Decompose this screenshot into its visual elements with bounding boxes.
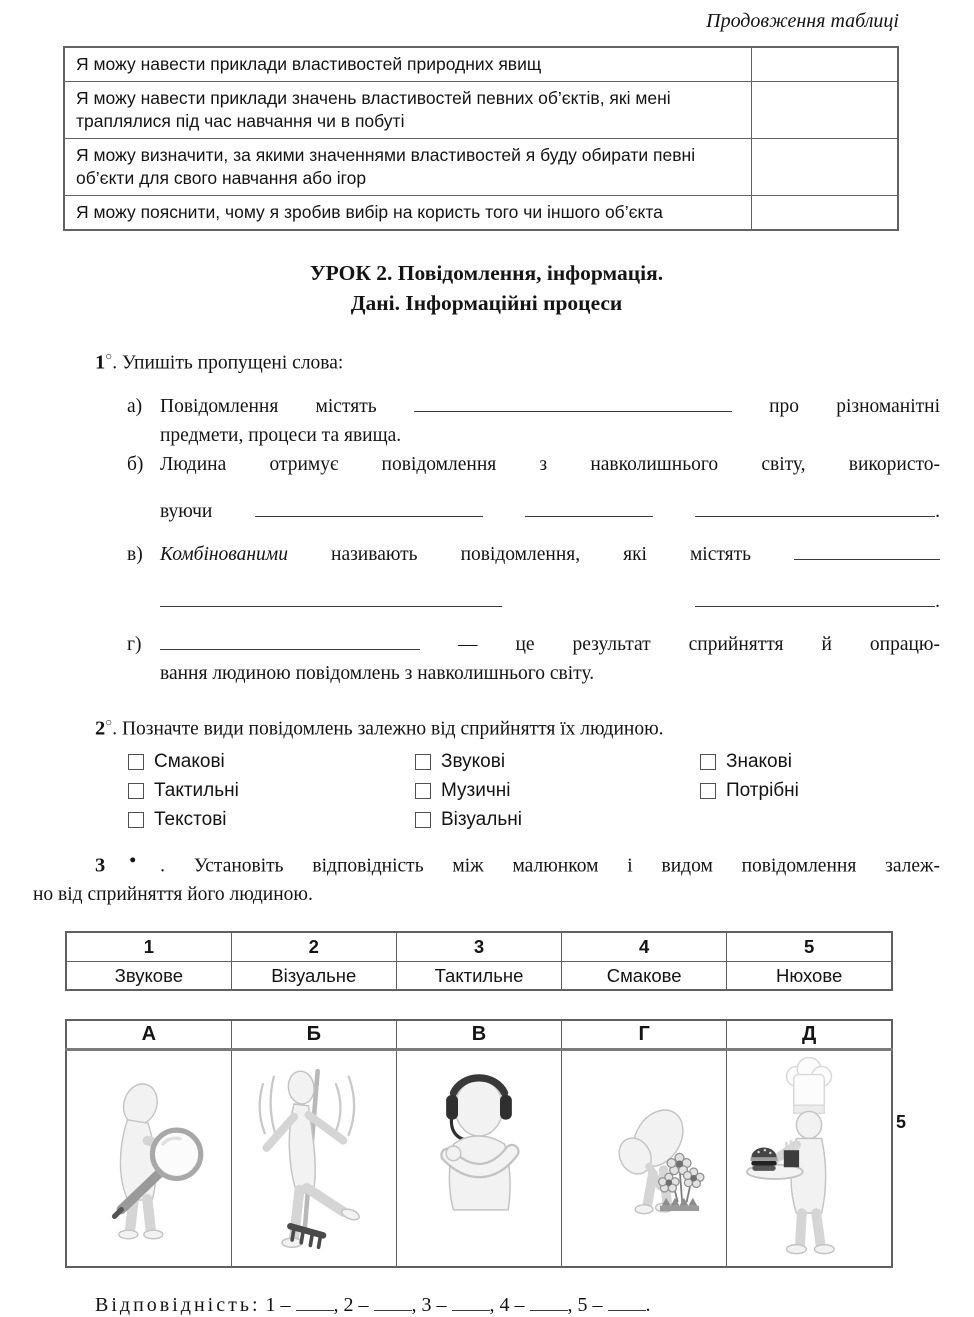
task2-number: 2 — [95, 717, 106, 740]
punctuation: , — [333, 1294, 339, 1317]
dash: – — [436, 1294, 447, 1317]
checkbox-label: Потрібні — [726, 780, 799, 802]
table-row — [64, 82, 898, 139]
checkbox-znakovi[interactable] — [700, 754, 716, 770]
type-name-cell: Тактильне — [396, 962, 561, 990]
table-header-row — [66, 1020, 892, 1050]
task3-heading-line1 — [95, 847, 940, 881]
fill-blank[interactable] — [525, 502, 653, 517]
table-row — [64, 47, 898, 82]
checkbox-vizualni[interactable] — [415, 812, 431, 828]
table-row — [66, 1050, 892, 1268]
item-text-italic: Комбінованими — [160, 543, 289, 565]
self-check-statement: Я можу визначити, за якими значеннями властивостей я буду обирати певні об’єкти для свого навчання або ігор — [64, 139, 751, 196]
difficulty-easy-icon: ○ — [105, 716, 113, 729]
task1-item-b — [127, 450, 940, 526]
task1-item-g-line1 — [127, 630, 940, 659]
task1-item-v — [127, 540, 940, 616]
picture-letter-cell: Г — [562, 1020, 727, 1050]
checkbox-label: Звукові — [441, 751, 506, 773]
lesson-heading — [33, 258, 940, 318]
checkbox-option — [128, 751, 415, 773]
fill-blank[interactable] — [695, 592, 935, 607]
punctuation: . — [935, 590, 940, 612]
answer-prefix: Відповідність: — [95, 1294, 261, 1317]
checkbox-taktylni[interactable] — [128, 783, 144, 799]
self-check-answer-cell[interactable] — [751, 195, 898, 230]
task3-heading-line2: но від сприйняття його людиною. — [33, 883, 313, 905]
task3-title: Установіть відповідність між малюнком і видом повідомлення залеж- — [193, 855, 941, 877]
task1-item-b-line2 — [160, 497, 940, 526]
checkbox-column-2 — [415, 751, 700, 831]
table-header-row — [66, 932, 892, 962]
picture-letter-cell: А — [66, 1020, 231, 1050]
task1-item-v-line1 — [127, 540, 940, 569]
checkbox-option — [700, 751, 799, 773]
task1-item-g-line2: вання людиною повідомлень з навколишнього світу. — [160, 662, 595, 684]
fill-blank[interactable] — [414, 397, 732, 412]
table-row — [64, 139, 898, 196]
page-number: 5 — [895, 1112, 906, 1132]
picture-cell — [66, 1050, 231, 1268]
task1-item-a — [127, 392, 940, 450]
item-label: б) — [127, 453, 144, 475]
message-types-table — [65, 931, 893, 991]
type-name-cell: Смакове — [562, 962, 727, 990]
item-label: г) — [127, 633, 142, 655]
checkbox-label: Смакові — [154, 751, 225, 773]
checkbox-label: Знакові — [726, 751, 792, 773]
fill-blank[interactable] — [255, 502, 483, 517]
item-label: в) — [127, 543, 143, 565]
picture-letter-cell: Д — [727, 1020, 892, 1050]
checkbox-column-3 — [700, 751, 799, 831]
checkbox-smakovi[interactable] — [128, 754, 144, 770]
task1-item-a-line1 — [127, 392, 941, 421]
answer-line — [95, 1294, 940, 1317]
checkbox-label: Текстові — [154, 809, 227, 831]
self-check-table — [63, 46, 899, 231]
fill-blank[interactable] — [160, 592, 502, 607]
item-text: Людина отримує повідомлення з навколишнього світу, використо- — [160, 453, 940, 475]
task1-title: Упишіть пропущені слова: — [121, 352, 344, 374]
difficulty-hard-icon: ● — [105, 854, 161, 867]
answer-number: 3 — [421, 1294, 432, 1317]
dash: – — [514, 1294, 525, 1317]
task2-heading — [95, 710, 940, 744]
checkbox-label: Музичні — [441, 780, 511, 802]
self-check-statement: Я можу навести приклади властивостей природних явищ — [64, 47, 751, 82]
picture-cell — [396, 1050, 561, 1268]
task2-title: Позначте види повідомлень залежно від сприйняття їх людиною. — [121, 718, 664, 740]
checkbox-option — [700, 780, 799, 802]
lesson-heading-line2: Дані. Інформаційні процеси — [350, 291, 623, 316]
lesson-heading-line1: УРОК 2. Повідомлення, інформація. — [309, 261, 664, 286]
type-name-cell: Звукове — [66, 962, 231, 990]
self-check-statement: Я можу навести приклади значень властивостей певних об’єктів, які мені траплялися під час навчання чи в побуті — [64, 82, 751, 139]
punctuation: . — [645, 1294, 651, 1317]
chef-holding-food-tray-image — [737, 1053, 881, 1259]
answer-blank[interactable] — [608, 1296, 646, 1311]
checkbox-label: Візуальні — [441, 809, 522, 831]
person-stepping-on-rake-image — [241, 1056, 387, 1256]
item-text: — це результат сприйняття й опрацю- — [457, 633, 940, 655]
task1-item-a-line2: предмети, процеси та явища. — [160, 424, 402, 446]
punctuation: , — [411, 1294, 417, 1317]
answer-number: 1 — [265, 1294, 276, 1317]
type-number-cell: 1 — [66, 932, 231, 962]
type-number-cell: 5 — [727, 932, 892, 962]
checkbox-zvukovi[interactable] — [415, 754, 431, 770]
punctuation: . — [112, 718, 118, 740]
type-name-cell: Нюхове — [727, 962, 892, 990]
picture-letter-cell: В — [396, 1020, 561, 1050]
punctuation: . — [160, 855, 165, 877]
answer-number: 4 — [499, 1294, 510, 1317]
picture-letter-cell: Б — [231, 1020, 396, 1050]
checkbox-option — [415, 780, 700, 802]
type-number-cell: 2 — [231, 932, 396, 962]
checkbox-option — [128, 809, 415, 831]
checkbox-tekstovi[interactable] — [128, 812, 144, 828]
task1-item-b-line1 — [127, 450, 940, 479]
checkbox-muzychni[interactable] — [415, 783, 431, 799]
checkbox-label: Тактильні — [154, 780, 239, 802]
answer-blank[interactable] — [296, 1296, 334, 1311]
answer-number: 2 — [343, 1294, 354, 1317]
type-name-cell: Візуальне — [231, 962, 396, 990]
self-check-answer-cell[interactable] — [751, 47, 898, 82]
person-examining-with-magnifier-image — [80, 1065, 218, 1247]
picture-cell — [562, 1050, 727, 1268]
fill-blank[interactable] — [695, 502, 935, 517]
table-row — [66, 962, 892, 990]
answer-blank[interactable] — [530, 1296, 568, 1311]
pictures-table — [65, 1019, 893, 1269]
item-text: про різноманітні — [769, 395, 941, 417]
dash: – — [358, 1294, 369, 1317]
person-smelling-flowers-image — [573, 1082, 715, 1230]
answer-blank[interactable] — [374, 1296, 412, 1311]
picture-cell — [231, 1050, 396, 1268]
table-continuation-label: Продовження таблиці — [706, 10, 899, 32]
answer-blank[interactable] — [452, 1296, 490, 1311]
checkbox-option — [415, 809, 700, 831]
item-text: вуючи — [160, 500, 213, 522]
picture-cell — [727, 1050, 892, 1268]
dash: – — [592, 1294, 603, 1317]
task1-item-g — [127, 630, 940, 688]
fill-blank[interactable] — [794, 545, 940, 560]
checkbox-grid — [128, 751, 940, 831]
answer-number: 5 — [577, 1294, 588, 1317]
self-check-answer-cell[interactable] — [751, 139, 898, 196]
checkbox-option — [128, 780, 415, 802]
checkbox-option — [415, 751, 700, 773]
self-check-statement: Я можу пояснити, чому я зробив вибір на користь того чи іншого об’єкта — [64, 195, 751, 230]
punctuation: , — [489, 1294, 495, 1317]
person-wearing-headphones-image — [406, 1058, 552, 1214]
task1-number: 1 — [95, 351, 106, 374]
dash: – — [280, 1294, 291, 1317]
type-number-cell: 4 — [562, 932, 727, 962]
difficulty-easy-icon: ○ — [105, 351, 113, 364]
task1-item-v-line2 — [160, 587, 940, 616]
type-number-cell: 3 — [396, 932, 561, 962]
table-row — [64, 195, 898, 230]
fill-blank[interactable] — [160, 635, 420, 650]
task3-number: 3 — [95, 854, 106, 877]
item-text: Повідомлення містять — [160, 395, 377, 417]
punctuation: , — [567, 1294, 573, 1317]
task1-heading — [95, 344, 940, 378]
item-text: називають повідомлення, які містять — [331, 543, 752, 565]
punctuation: . — [935, 500, 941, 522]
checkbox-column-1 — [128, 751, 415, 831]
checkbox-potribni[interactable] — [700, 783, 716, 799]
item-label: а) — [127, 395, 143, 417]
self-check-answer-cell[interactable] — [751, 82, 898, 139]
punctuation: . — [112, 352, 118, 374]
